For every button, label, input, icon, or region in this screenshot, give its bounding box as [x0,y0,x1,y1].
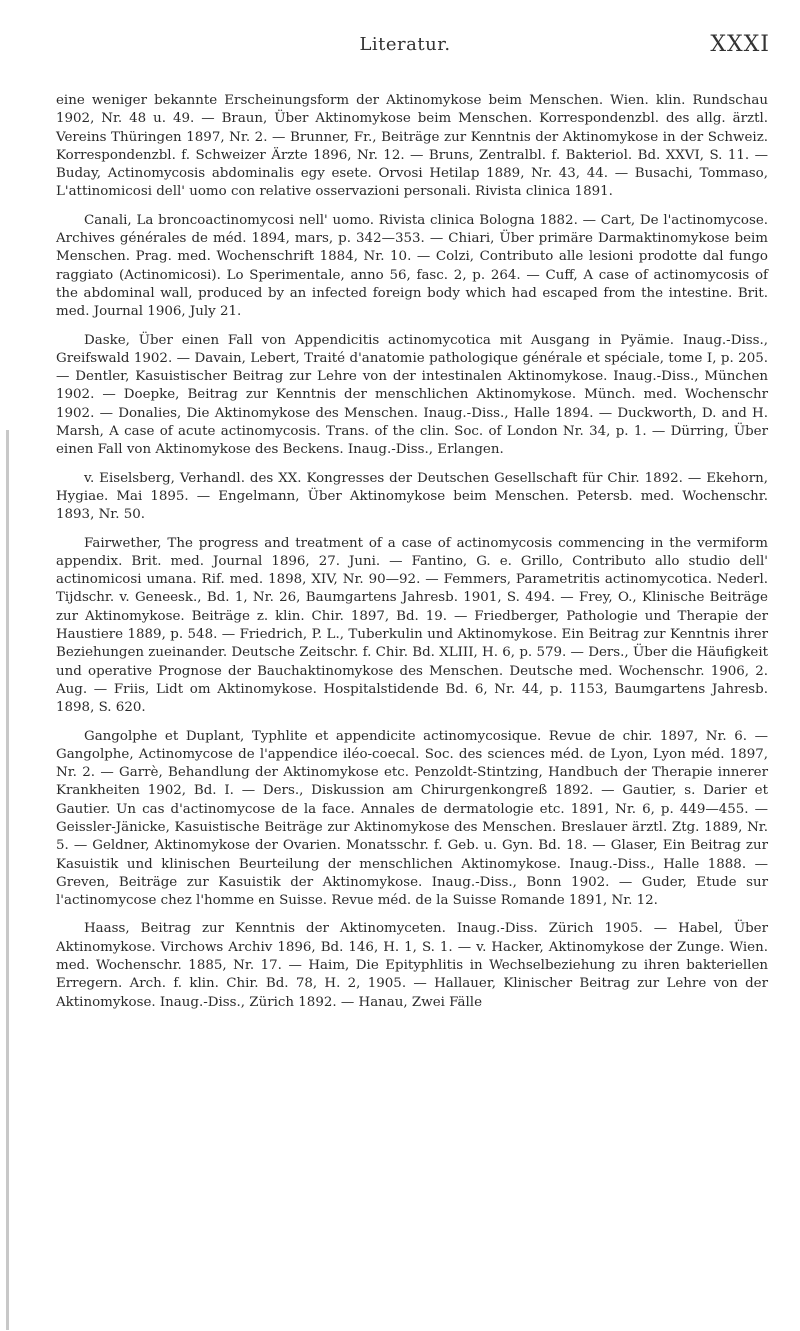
bibliography-paragraph-g: Gangolphe et Duplant, Typhlite et appendicite actinomycosique. Revue de chir. 1897, Nr. 6. — Gangolphe, Actinomycose de l'appendice iléo-coecal. Soc. des sciences méd. de Lyon, Lyon méd. 1897, Nr. 2. — Garrè, Behandlung der Aktinomykose etc. Penzoldt-Stintzing, Handbuch der Therapie innerer Krankheiten 1902, Bd. I. — Ders., Diskussion am Chirurgenkongreß 1892. — Gautier, s. Darier et Gautier. Un cas d'actinomycose de la face. Annales de dermatologie etc. 1891, Nr. 6, p. 449—455. — Geissler-Jänicke, Kasuistische Beiträge zur Aktinomykose des Menschen. Breslauer ärztl. Ztg. 1889, Nr. 5. — Geldner, Aktinomykose der Ovarien. Monatsschr. f. Geb. u. Gyn. Bd. 18. — Glaser, Ein Beitrag zur Kasuistik und klinischen Beurteilung der menschlichen Aktinomykose. Inaug.-Diss., Halle 1888. — Greven, Beiträge zur Kasuistik der Aktinomykose. Inaug.-Diss., Bonn 1902. — Guder, Etude sur l'actinomycose chez l'homme en Suisse. Revue méd. de la Suisse Romande 1891, Nr. 12. [56,728,768,909]
bibliography-paragraph-c: Canali, La broncoactinomycosi nell' uomo. Rivista clinica Bologna 1882. — Cart, De l'actinomycose. Archives générales de méd. 1894, mars, p. 342—353. — Chiari, Über primäre Darmaktinomykose beim Menschen. Prag. med. Wochenschrift 1884, Nr. 10. — Colzi, Contributo alle lesioni prodotte dal fungo raggiato (Actinomicosi). Lo Sperimentale, anno 56, fasc. 2, p. 264. — Cuff, A case of actinomycosis of the abdominal wall, produced by an infected foreign body which had escaped from the intestine. Brit. med. Journal 1906, July 21. [56,212,768,320]
bibliography-body [56,92,768,1022]
bibliography-paragraph-e: v. Eiselsberg, Verhandl. des XX. Kongresses der Deutschen Gesellschaft für Chir. 1892. — Ekehorn, Hygiae. Mai 1895. — Engelmann, Über Aktinomykose beim Menschen. Petersb. med. Wochenschr. 1893, Nr. 50. [56,470,768,523]
running-title: Literatur. [359,34,451,55]
bibliography-paragraph-d: Daske, Über einen Fall von Appendicitis actinomycotica mit Ausgang in Pyämie. Inaug.-Diss., Greifswald 1902. — Davain, Lebert, Traité d'anatomie pathologique générale et spéciale, tome I, p. 205. — Dentler, Kasuistischer Beitrag zur Lehre von der intestinalen Aktinomykose. Inaug.-Diss., München 1902. — Doepke, Beitrag zur Kenntnis der menschlichen Aktinomykose. Münch. med. Wochenschr 1902. — Donalies, Die Aktinomykose des Menschen. Inaug.-Diss., Halle 1894. — Duckworth, D. and H. Marsh, A case of acute actinomycosis. Trans. of the clin. Soc. of London Nr. 34, p. 1. — Dürring, Über einen Fall von Aktinomykose des Beckens. Inaug.-Diss., Erlangen. [56,332,768,458]
bibliography-paragraph-h: Haass, Beitrag zur Kenntnis der Aktinomyceten. Inaug.-Diss. Zürich 1905. — Habel, Über Aktinomykose. Virchows Archiv 1896, Bd. 146, H. 1, S. 1. — v. Hacker, Aktinomykose der Zunge. Wien. med. Wochenschr. 1885, Nr. 17. — Haim, Die Epityphlitis in Wechselbeziehung zu ihren bakteriellen Erregern. Arch. f. klin. Chir. Bd. 78, H. 2, 1905. — Hallauer, Klinischer Beitrag zur Lehre von der Aktinomykose. Inaug.-Diss., Zürich 1892. — Hanau, Zwei Fälle [56,921,768,1010]
page-number: XXXI [710,32,770,57]
bibliography-paragraph-f: Fairwether, The progress and treatment of a case of actinomycosis commencing in the vermiform appendix. Brit. med. Journal 1896, 27. Juni. — Fantino, G. e. Grillo, Contributo allo studio dell' actinomicosi umana. Rif. med. 1898, XIV, Nr. 90—92. — Femmers, Parametritis actinomycotica. Nederl. Tijdschr. v. Geneesk., Bd. 1, Nr. 26, Baumgartens Jahresb. 1901, S. 494. — Frey, O., Klinische Beiträge zur Aktinomykose. Beiträge z. klin. Chir. 1897, Bd. 19. — Friedberger, Pathologie und Therapie der Haustiere 1889, p. 548. — Friedrich, P. L., Tuberkulin und Aktinomykose. Ein Beitrag zur Kenntnis ihrer Beziehungen zueinander. Deutsche Zeitschr. f. Chir. Bd. XLIII, H. 6, p. 579. — Ders., Über die Häufigkeit und operative Prognose der Bauchaktinomykose des Menschen. Deutsche med. Wochenschr. 1906, 2. Aug. — Friis, Lidt om Aktinomykose. Hospitalstidende Bd. 6, Nr. 44, p. 1153, Baumgartens Jahresb. 1898, S. 620. [56,535,768,716]
running-header [40,34,770,64]
page-edge-shadow [6,430,9,1330]
bibliography-paragraph-b-continued: eine weniger bekannte Erscheinungsform der Aktinomykose beim Menschen. Wien. klin. Rundschau 1902, Nr. 48 u. 49. — Braun, Über Aktinomykose beim Menschen. Korrespondenzbl. des allg. ärztl. Vereins Thüringen 1897, Nr. 2. — Brunner, Fr., Beiträge zur Kenntnis der Aktinomykose in der Schweiz. Korrespondenzbl. f. Schweizer Ärzte 1896, Nr. 12. — Bruns, Zentralbl. f. Bakteriol. Bd. XXVI, S. 11. — Buday, Actinomycosis abdominalis egy esete. Orvosi Hetilap 1889, Nr. 43, 44. — Busachi, Tommaso, L'attinomicosi dell' uomo con relative osservazioni personali. Rivista clinica 1891. [56,93,768,200]
